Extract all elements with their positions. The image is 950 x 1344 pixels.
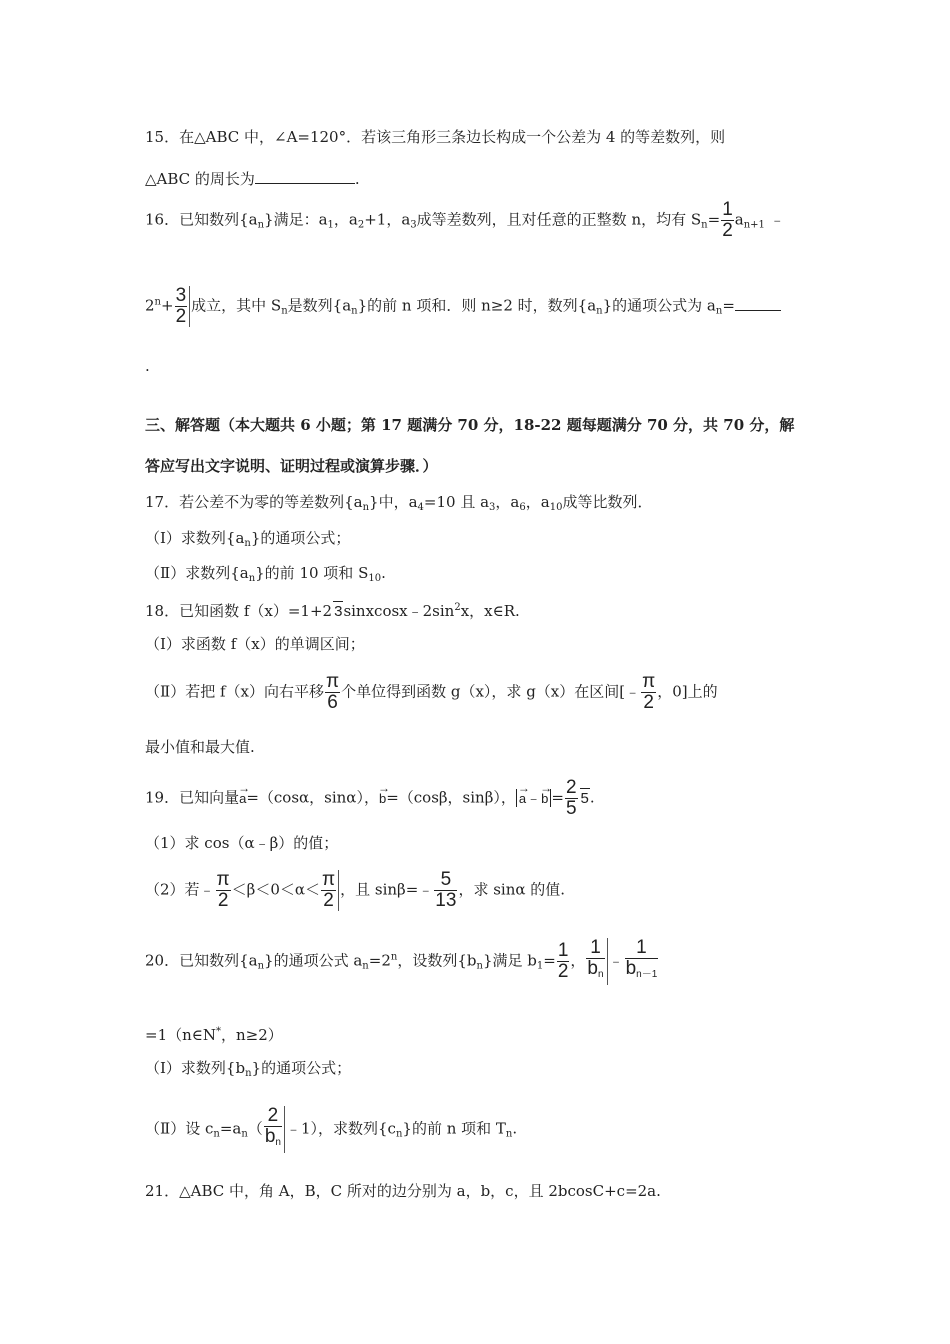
fraction-pi-over-6: $\frac{\pi}{6}$ — [325, 671, 340, 713]
section-heading: 三、解答题（本大题共 6 小题；第 17 题满分 70 分，18-22 题每题满分 70 分，共 70 分，解 — [145, 416, 795, 434]
section-heading-line2: 答应写出文字说明、证明过程或演算步骤．） — [145, 457, 438, 475]
q19-line1: 19．已知向量→ a=（cosα，sinα），→ b=（cosβ，sinβ），→ a﹣→ b = $\frac{2}{5}$ 5. — [145, 778, 595, 819]
sqrt-symbol: 5 — [580, 789, 589, 807]
fraction-one-half: $\frac{1}{2}$ — [722, 199, 733, 241]
fraction-2-over-5: $\frac{2}{5}$ — [565, 777, 577, 819]
q20-line2: =1（n∈N*，n≥2） — [145, 1026, 283, 1044]
vector-difference-norm: → a﹣→ b — [516, 789, 551, 807]
fraction-one-half: $\frac{1}{2}$ — [557, 940, 569, 982]
fraction-pi-over-2: $\frac{\pi}{2}$ — [642, 671, 656, 713]
q17-line1: 17．若公差不为零的等差数列$\{a_n\}$中，$a_4=10$ 且 $a_3$，$a_6$，$a_{10}$成等比数列． — [145, 493, 653, 513]
q18-line1: 18．已知函数 f（x）=1+2 $3sinxcosx﹣2\sin^2x$，x∈R. — [145, 602, 520, 620]
q17-part1: （Ⅰ）求数列$\{a_n\}$的通项公式； — [145, 529, 351, 549]
q18-part2: （Ⅱ）若把 f（x）向右平移 $\frac{\pi}{6}$ 个单位得到函数 g（x），求 g（x）在区间[﹣ $\frac{\pi}{2}$ ，0]上的 — [145, 671, 718, 713]
q17-part2: （Ⅱ）求数列$\{a_n\}$的前 10 项和 $S_{10}$. — [145, 564, 386, 584]
q18-part1: （Ⅰ）求函数 f（x）的单调区间； — [145, 635, 365, 653]
q15-line1: 15．在△ABC 中，∠A=120°．若该三角形三条边长构成一个公差为 4 的等差数列，则 — [145, 128, 726, 146]
fraction-1-over-bn: $\frac{1}{b_n}$ — [586, 938, 607, 985]
fraction-1-over-bn-minus-1: $\frac{1}{b_{n-1}}$ — [625, 938, 659, 985]
fraction-pi-over-2: $\frac{\pi}{2}$ — [216, 869, 230, 911]
q15-line2: △ABC 的周长为 . — [145, 170, 360, 188]
fraction-2-over-bn: $\frac{2}{b_n}$ — [264, 1106, 285, 1153]
fraction-pi-over-2: $\frac{\pi}{2}$ — [321, 870, 339, 911]
q18-part2-cont: 最小值和最大值. — [145, 738, 255, 756]
q19-part1: （1）求 cos（α﹣β）的值； — [145, 834, 339, 852]
vector-a: → a — [239, 789, 246, 809]
q16-line3: . — [145, 357, 150, 375]
q19-part2: （2）若﹣ $\frac{\pi}{2}$ ＜β＜0＜α＜ $\frac{\pi}{2}$ ，且 sinβ=﹣ $\frac{5}{13}$ ，求 sinα 的值. — [145, 869, 566, 911]
q16-line2: $2^n+$ $\frac{3}{2}$ 成立，其中 $S_n$是数列$\{a_n\}$的前 n 项和．则 n≥2 时，数列$\{a_n\}$的通项公式为 $a_n=$ — [145, 286, 781, 327]
q20-line1: 20．已知数列$\{a_n\}$的通项公式 $a_n=2^n$，设数列$\{b_n\}$满足 $b_1=$ $\frac{1}{2}$ ， $\frac{1}{b_n}$ ﹣ $\frac{1}{b_{n-1}}$ — [145, 938, 659, 985]
answer-blank[interactable] — [255, 169, 355, 184]
q20-part2: （Ⅱ）设 $c_n=a_n$（ $\frac{2}{b_n}$ ﹣1），求数列$\{c_n\}$的前 n 项和 $T_n$. — [145, 1106, 517, 1153]
sqrt-symbol: 3 — [334, 603, 343, 620]
vector-b: → b — [379, 789, 386, 809]
answer-blank[interactable] — [735, 296, 781, 311]
fraction-5-over-13: $\frac{5}{13}$ — [435, 869, 457, 911]
q21-line1: 21．△ABC 中，角 A，B，C 所对的边分别为 a，b，c，且 2bcosC+c=2a. — [145, 1182, 661, 1200]
q16-line1: 16．已知数列$\{a_n\}$满足：$a_1$，$a_2+1$，$a_3$成等差数列，且对任意的正整数 n，均有 $S_n=$ $\frac{1}{2}$ $a_{n+1}$ ﹣ — [145, 199, 785, 241]
fraction-three-halves: $\frac{3}{2}$ — [175, 286, 191, 327]
q20-part1: （Ⅰ）求数列$\{b_n\}$的通项公式； — [145, 1059, 352, 1079]
